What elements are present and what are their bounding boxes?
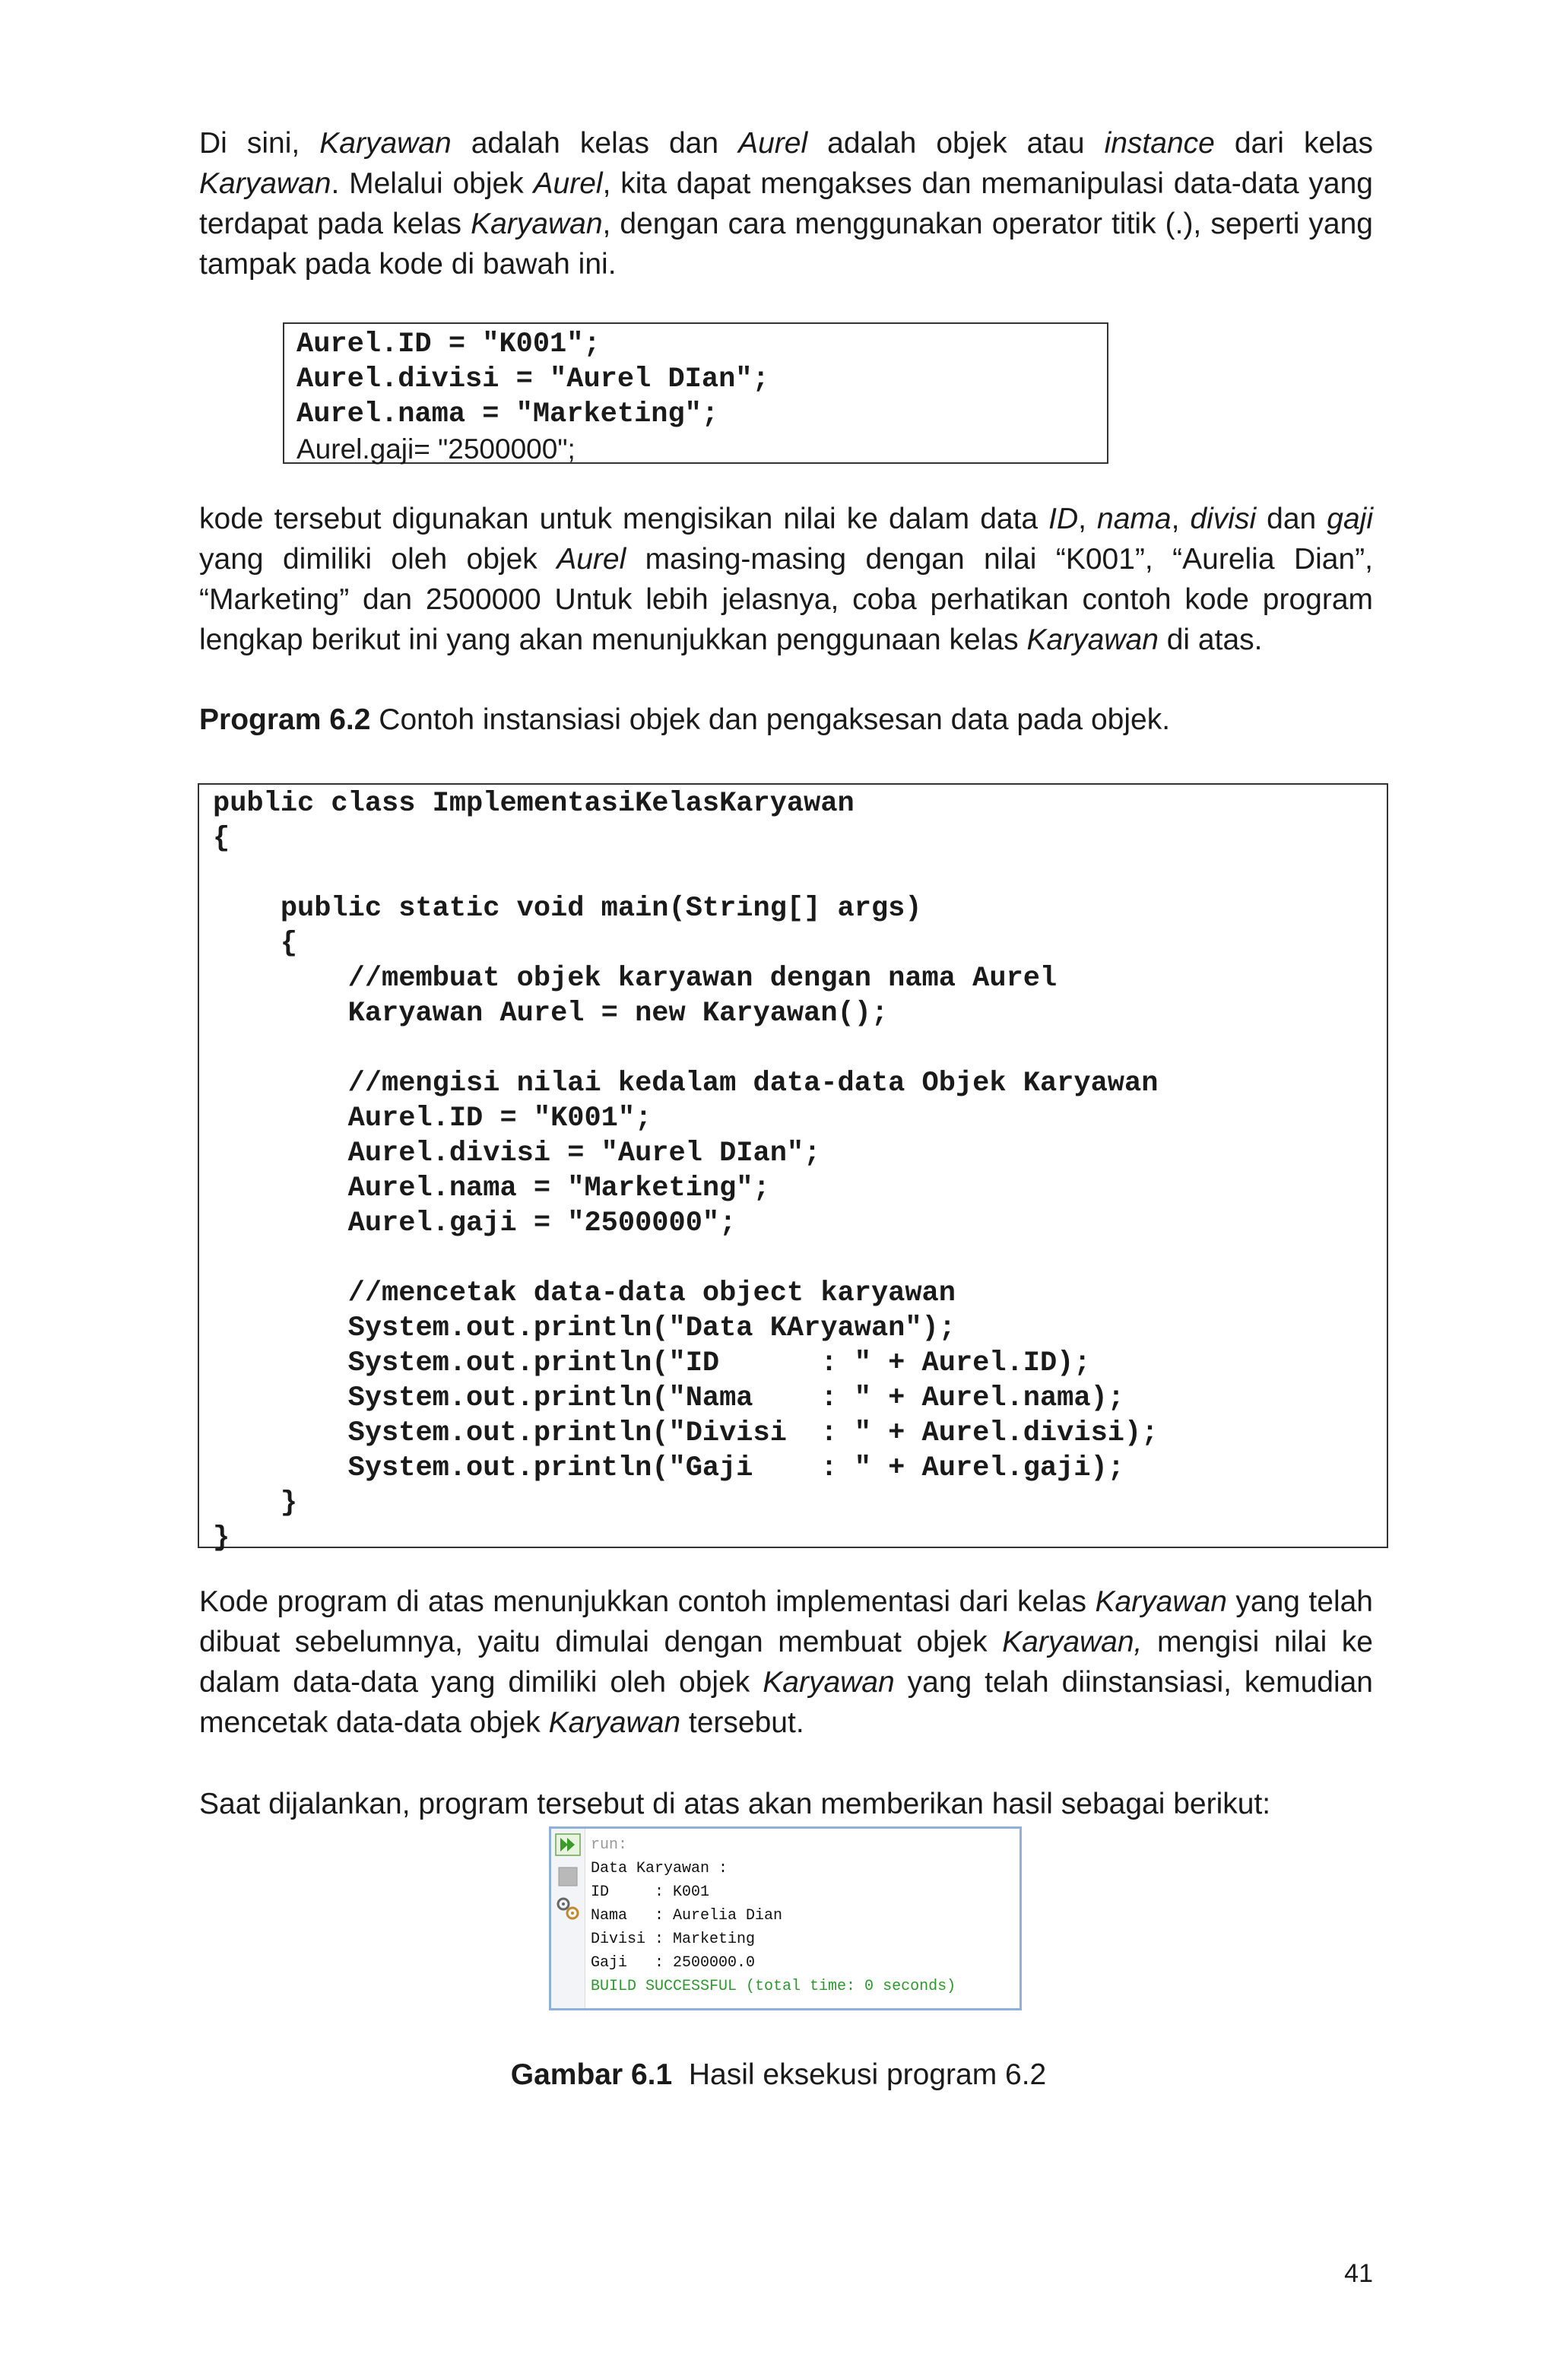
console-line: ID : K001	[591, 1883, 710, 1901]
explanation-paragraph: kode tersebut digunakan untuk mengisikan nilai ke dalam data ID, nama, divisi dan gaji yang dimiliki oleh objek Aurel masing-masing dengan nilai “K001”, “Aurelia Dian”, “Marketing” dan 2500000 Untuk lebih jelasnya, coba perhatikan contoh kode program lengkap berikut ini yang akan menunjukkan penggunaan kelas Karyawan di atas.	[199, 503, 1373, 656]
settings-icon[interactable]	[555, 1896, 581, 1921]
code-snippet-box	[283, 322, 1108, 464]
code-line: Karyawan Aurel = new Karyawan();	[213, 998, 889, 1030]
output-console	[549, 1826, 1022, 2010]
code-line: System.out.println("Gaji : " + Aurel.gaji);	[213, 1452, 1124, 1484]
code-line: public class ImplementasiKelasKaryawan	[213, 788, 855, 820]
console-line: Data Karyawan :	[591, 1860, 728, 1877]
code-line	[213, 856, 1387, 891]
page-number: 41	[1344, 2259, 1373, 2288]
run-intro-text: Saat dijalankan, program tersebut di atas akan memberikan hasil sebagai berikut:	[199, 1788, 1271, 1820]
code-line: Aurel.gaji = "2500000";	[213, 1207, 737, 1239]
summary-paragraph: Kode program di atas menunjukkan contoh implementasi dari kelas Karyawan yang telah dibuat sebelumnya, yaitu dimulai dengan membuat objek Karyawan, mengisi nilai ke dalam data-data yang dimiliki oleh objek Karyawan yang telah diinstansiasi, kemudian mencetak data-data objek Karyawan tersebut.	[199, 1585, 1373, 1739]
code-line: System.out.println("Data KAryawan");	[213, 1312, 956, 1344]
program-caption: Program 6.2 Contoh instansiasi objek dan pengaksesan data pada objek.	[199, 703, 1171, 736]
code-line: System.out.println("Divisi : " + Aurel.divisi);	[213, 1417, 1159, 1449]
console-output	[591, 1833, 956, 1998]
console-run-label: run:	[591, 1836, 628, 1854]
code-line: System.out.println("ID : " + Aurel.ID);	[213, 1347, 1091, 1379]
intro-paragraph: Di sini, Karyawan adalah kelas dan Aurel adalah objek atau instance dari kelas Karyawan. Melalui objek Aurel, kita dapat mengakses dan memanipulasi data-data yang terdapat pada kelas Karyawan, dengan cara menggunakan operator titik (.), seperti yang tampak pada kode di bawah ini.	[199, 127, 1373, 281]
code-line: //mencetak data-data object karyawan	[213, 1277, 956, 1309]
console-build-status: BUILD SUCCESSFUL (total time: 0 seconds)	[591, 1978, 956, 1995]
console-line: Gaji : 2500000.0	[591, 1954, 756, 1972]
code-line: Aurel.gaji= "2500000";	[296, 433, 576, 465]
code-line: {	[213, 928, 298, 960]
code-line: Aurel.divisi = "Aurel DIan";	[213, 1138, 821, 1169]
code-line: }	[213, 1487, 298, 1519]
code-line	[213, 1031, 1387, 1066]
code-line: Aurel.divisi = "Aurel DIan";	[296, 363, 769, 395]
code-line: {	[213, 823, 230, 855]
code-line: //mengisi nilai kedalam data-data Objek Karyawan	[213, 1068, 1159, 1100]
code-line: Aurel.nama = "Marketing";	[213, 1173, 770, 1204]
code-line: Aurel.ID = "K001";	[213, 1103, 652, 1134]
program-code-box	[198, 783, 1388, 1554]
code-line: Aurel.ID = "K001";	[296, 328, 601, 360]
code-line: //membuat objek karyawan dengan nama Aurel	[213, 963, 1058, 995]
console-line: Nama : Aurelia Dian	[591, 1907, 783, 1925]
stop-icon[interactable]	[558, 1867, 578, 1887]
code-line	[213, 1241, 1387, 1276]
code-line: System.out.println("Nama : " + Aurel.nama);	[213, 1382, 1124, 1414]
figure-caption: Gambar 6.1 Hasil eksekusi program 6.2	[510, 2058, 1047, 2091]
console-line: Divisi : Marketing	[591, 1931, 756, 1948]
run-again-icon[interactable]	[555, 1833, 581, 1856]
code-line: public static void main(String[] args)	[213, 893, 922, 925]
code-line: Aurel.nama = "Marketing";	[296, 398, 719, 430]
code-line: }	[213, 1522, 230, 1554]
console-toolbar	[551, 1829, 585, 2008]
